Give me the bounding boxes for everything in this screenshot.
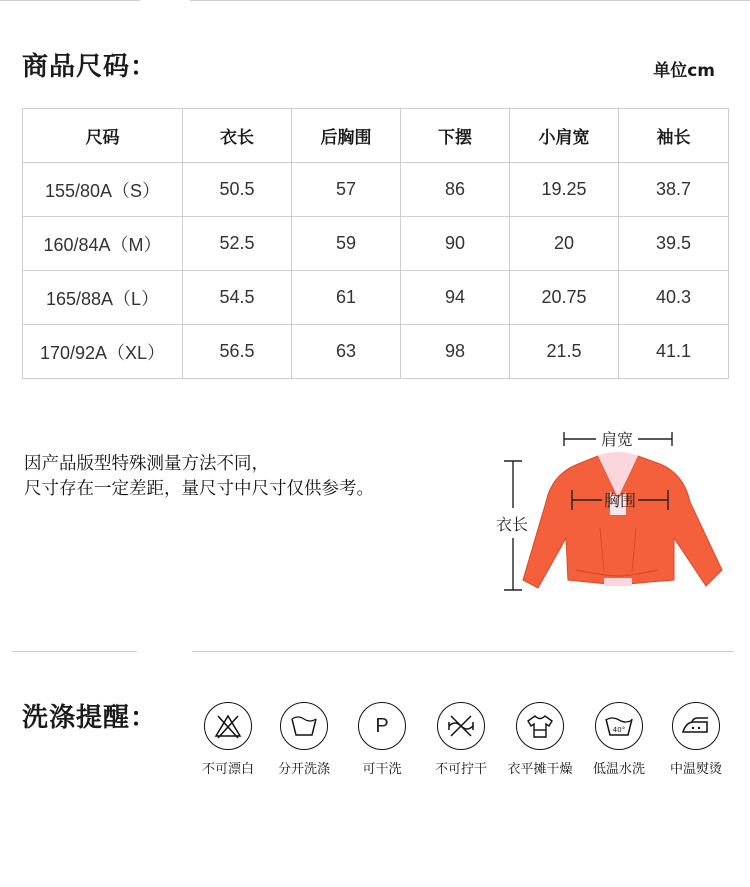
care-label: 低温水洗 <box>592 762 645 777</box>
care-label: 分开洗涤 <box>277 762 330 777</box>
cell-chest: 59 <box>292 217 401 271</box>
separate-wash-icon <box>280 702 328 750</box>
cell-length: 52.5 <box>183 217 292 271</box>
cell-length: 50.5 <box>183 163 292 217</box>
shoulder-label: 肩宽 <box>600 430 634 449</box>
care-item-no-bleach <box>188 702 268 777</box>
cell-shoulder: 21.5 <box>510 325 619 379</box>
no-bleach-icon <box>204 702 252 750</box>
low-temp-wash-icon <box>595 702 643 750</box>
header-length: 衣长 <box>183 109 292 163</box>
cell-size: 165/88A（L） <box>23 271 183 325</box>
cell-shoulder: 20 <box>510 217 619 271</box>
care-label: 不可漂白 <box>201 762 254 777</box>
unit-label: 单位cm <box>653 61 715 81</box>
cell-sleeve: 38.7 <box>619 163 729 217</box>
medium-iron-icon <box>672 702 720 750</box>
header-shoulder: 小肩宽 <box>510 109 619 163</box>
measurement-diagram <box>490 420 740 610</box>
table-row <box>23 163 729 217</box>
care-item-no-wring <box>421 702 501 777</box>
care-item-low-temp-wash <box>579 702 659 777</box>
section-divider-left <box>12 651 137 652</box>
header-sleeve: 袖长 <box>619 109 729 163</box>
header-hem: 下摆 <box>401 109 510 163</box>
cell-shoulder: 19.25 <box>510 163 619 217</box>
cell-chest: 61 <box>292 271 401 325</box>
top-divider-left <box>0 0 140 1</box>
cell-sleeve: 41.1 <box>619 325 729 379</box>
cell-size: 155/80A（S） <box>23 163 183 217</box>
cell-shoulder: 20.75 <box>510 271 619 325</box>
table-row <box>23 271 729 325</box>
cell-size: 160/84A（M） <box>23 217 183 271</box>
wash-temp-symbol: 40° <box>612 726 626 734</box>
cell-hem: 86 <box>401 163 510 217</box>
table-row <box>23 325 729 379</box>
top-divider-right <box>190 0 750 1</box>
cell-sleeve: 39.5 <box>619 217 729 271</box>
care-label: 中温熨烫 <box>669 762 722 777</box>
care-item-dry-flat <box>500 702 580 777</box>
care-label: 衣平摊干燥 <box>507 762 573 777</box>
care-item-dry-clean <box>342 702 422 777</box>
care-item-separate-wash <box>264 702 344 777</box>
length-label: 衣长 <box>495 515 529 534</box>
jacket-illustration <box>490 420 740 610</box>
table-header-row <box>23 109 729 163</box>
care-label: 不可拧干 <box>434 762 487 777</box>
no-wring-icon <box>437 702 485 750</box>
dry-clean-icon <box>358 702 406 750</box>
cell-hem: 90 <box>401 217 510 271</box>
care-section-title: 洗涤提醒： <box>22 703 158 733</box>
cell-length: 54.5 <box>183 271 292 325</box>
header-chest: 后胸围 <box>292 109 401 163</box>
note-line-2: 尺寸存在一定差距，量尺寸中尺寸仅供参考。 <box>24 479 374 499</box>
chest-label: 胸围 <box>603 491 637 510</box>
cell-hem: 98 <box>401 325 510 379</box>
cell-sleeve: 40.3 <box>619 271 729 325</box>
size-table <box>22 108 729 379</box>
cell-chest: 63 <box>292 325 401 379</box>
cell-chest: 57 <box>292 163 401 217</box>
measurement-note <box>24 452 374 502</box>
cell-length: 56.5 <box>183 325 292 379</box>
size-section-title: 商品尺码： <box>22 52 158 82</box>
header-size: 尺码 <box>23 109 183 163</box>
note-line-1: 因产品版型特殊测量方法不同， <box>24 454 269 474</box>
care-label: 可干洗 <box>362 762 402 777</box>
care-item-medium-iron <box>656 702 736 777</box>
cell-hem: 94 <box>401 271 510 325</box>
dry-flat-icon <box>516 702 564 750</box>
table-row <box>23 217 729 271</box>
cell-size: 170/92A（XL） <box>23 325 183 379</box>
section-divider-right <box>192 651 734 652</box>
dry-clean-symbol: P <box>375 714 389 737</box>
